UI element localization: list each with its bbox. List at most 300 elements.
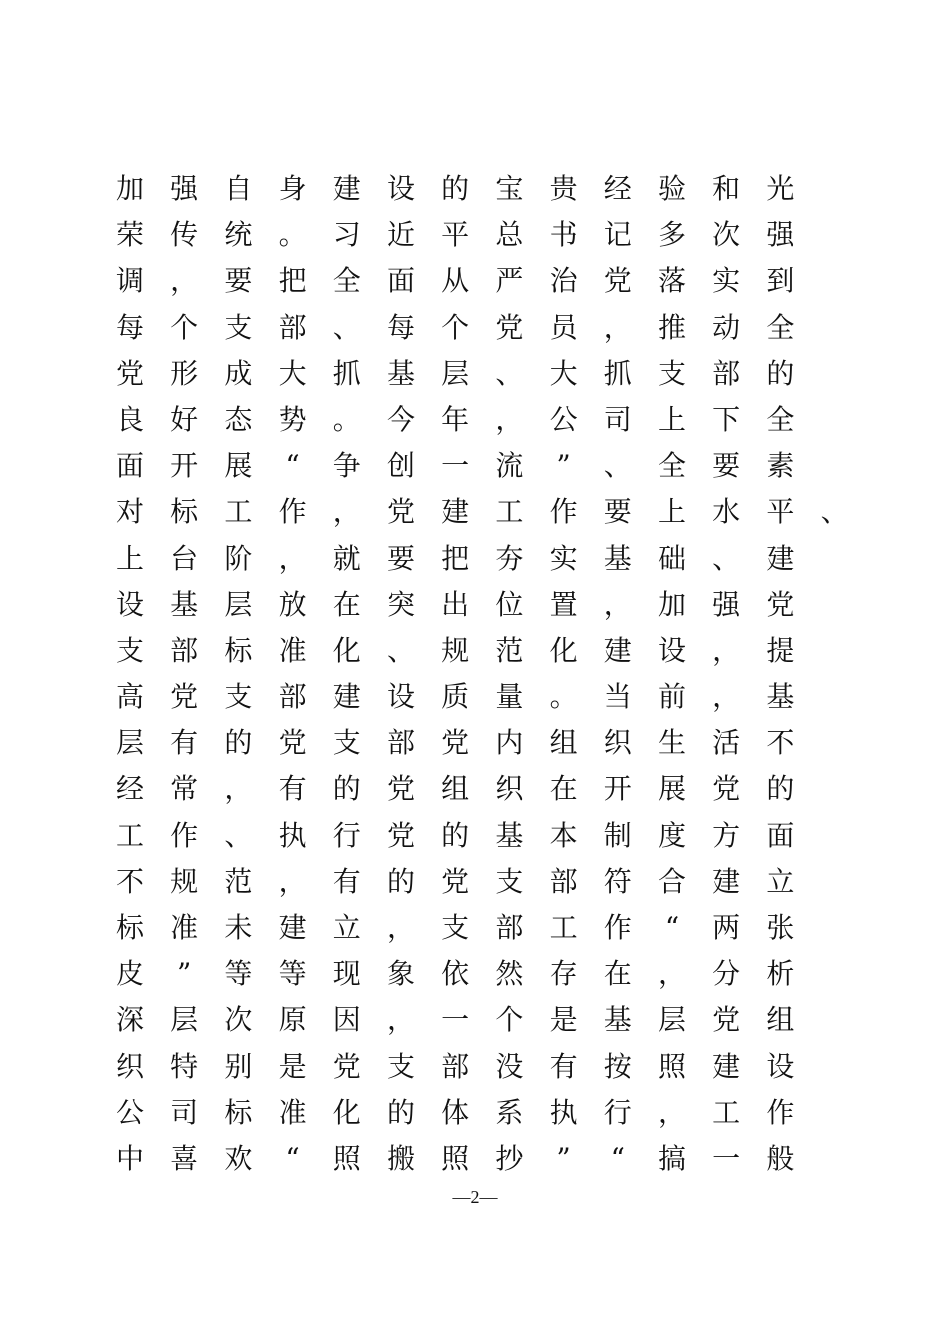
text-char: 支 <box>332 726 361 760</box>
text-char: 推 <box>657 310 686 344</box>
text-char: 常 <box>170 772 199 806</box>
text-char: 执 <box>549 1095 578 1129</box>
text-char: 位 <box>495 587 524 621</box>
text-line <box>110 489 870 535</box>
text-char: 标 <box>115 911 144 944</box>
text-char: ， <box>386 911 415 944</box>
text-char: 行 <box>332 818 361 852</box>
text-char: “ <box>664 911 680 944</box>
text-char: 准 <box>278 1095 307 1129</box>
text-char: 建 <box>712 1049 741 1083</box>
text-char: 有 <box>549 1049 578 1083</box>
text-char: 基 <box>603 1003 632 1037</box>
text-line <box>110 997 870 1043</box>
text-char: 建 <box>712 864 741 898</box>
text-line <box>110 766 870 812</box>
text-char: 量 <box>495 680 524 714</box>
text-char: 设 <box>766 1049 795 1083</box>
text-char: 欢 <box>224 1141 253 1175</box>
text-char: 部 <box>495 911 524 944</box>
text-char: 本 <box>549 818 578 852</box>
text-char: 势 <box>278 402 307 436</box>
text-char: 大 <box>549 356 578 390</box>
text-line <box>110 905 870 951</box>
text-char: 两 <box>712 911 741 944</box>
text-char: 喜 <box>170 1141 199 1175</box>
text-char: 部 <box>441 1049 470 1083</box>
text-char: 织 <box>495 772 524 806</box>
text-char: 支 <box>386 1049 415 1083</box>
text-char: 开 <box>603 772 632 806</box>
text-char: 工 <box>224 495 253 529</box>
text-char: 合 <box>657 864 686 898</box>
text-char: 开 <box>170 449 199 483</box>
text-char: 要 <box>224 264 253 298</box>
text-char: 工 <box>549 911 578 944</box>
text-char: 抄 <box>495 1141 524 1175</box>
text-char: 作 <box>278 495 307 529</box>
text-char: ， <box>712 680 741 714</box>
text-char: 不 <box>766 726 795 760</box>
text-char: 标 <box>170 495 199 529</box>
text-char: 部 <box>386 726 415 760</box>
text-char: 作 <box>603 911 632 944</box>
text-char: 层 <box>441 356 470 390</box>
text-char: 把 <box>441 541 470 575</box>
text-char: 要 <box>386 541 415 575</box>
text-char: ， <box>224 772 253 806</box>
text-char: 皮 <box>115 957 144 991</box>
text-char: 的 <box>441 172 470 205</box>
text-char: 准 <box>170 911 199 944</box>
text-char: 展 <box>224 449 253 483</box>
text-char: 标 <box>224 1095 253 1129</box>
body-text <box>110 166 870 1182</box>
text-char: 建 <box>332 680 361 714</box>
text-char: 深 <box>115 1003 144 1037</box>
text-line <box>110 1136 870 1182</box>
text-char: 、 <box>495 356 524 390</box>
text-char: ， <box>657 1095 686 1129</box>
text-char: 作 <box>170 818 199 852</box>
text-char: 未 <box>224 911 253 944</box>
text-char: 大 <box>278 356 307 390</box>
text-char: 部 <box>278 680 307 714</box>
text-char: 素 <box>766 449 795 483</box>
text-char: 从 <box>441 264 470 298</box>
text-char: 全 <box>766 402 795 436</box>
text-char: 支 <box>657 356 686 390</box>
text-char: 今 <box>386 402 415 436</box>
text-char: 公 <box>115 1095 144 1129</box>
text-line <box>110 397 870 443</box>
text-char: ， <box>278 541 307 575</box>
text-char: 一 <box>441 449 470 483</box>
text-char: 抓 <box>603 356 632 390</box>
text-char: 织 <box>115 1049 144 1083</box>
text-char: 和 <box>712 172 741 205</box>
text-char: 经 <box>115 772 144 806</box>
text-char: 党 <box>495 310 524 344</box>
text-char: 搬 <box>386 1141 415 1175</box>
text-char: 一 <box>441 1003 470 1037</box>
text-char: 抓 <box>332 356 361 390</box>
text-char: 工 <box>495 495 524 529</box>
text-char: 的 <box>386 864 415 898</box>
text-char: 。 <box>549 680 578 714</box>
text-char: 建 <box>441 495 470 529</box>
text-char: 层 <box>170 1003 199 1037</box>
text-char: 多 <box>657 218 686 252</box>
text-char: 党 <box>115 356 144 390</box>
text-char: 强 <box>712 587 741 621</box>
text-char: 是 <box>278 1049 307 1083</box>
text-char: 支 <box>224 310 253 344</box>
text-line <box>110 813 870 859</box>
text-char: 前 <box>657 680 686 714</box>
text-char: 下 <box>712 402 741 436</box>
text-char: ， <box>603 587 632 621</box>
text-char: 加 <box>115 172 144 205</box>
text-char: 高 <box>115 680 144 714</box>
text-char: 现 <box>332 957 361 991</box>
text-char: 建 <box>332 172 361 205</box>
text-char: 全 <box>657 449 686 483</box>
text-char: 突 <box>386 587 415 621</box>
text-char: 上 <box>115 541 144 575</box>
text-char: 的 <box>386 1095 415 1129</box>
text-line <box>110 258 870 304</box>
text-line <box>110 536 870 582</box>
text-char: 方 <box>712 818 741 852</box>
text-char: 部 <box>278 310 307 344</box>
text-char: 分 <box>712 957 741 991</box>
text-char: “ <box>610 1141 625 1175</box>
text-char: 层 <box>224 587 253 621</box>
text-char: ， <box>278 864 307 898</box>
text-char: 规 <box>170 864 199 898</box>
text-char: 别 <box>224 1049 253 1083</box>
text-char: 面 <box>115 449 144 483</box>
text-char: 党 <box>386 818 415 852</box>
text-char: ， <box>170 264 199 298</box>
text-line <box>110 951 870 997</box>
text-char: 宝 <box>495 172 524 205</box>
text-char: 党 <box>712 772 741 806</box>
text-line <box>110 628 870 674</box>
text-char: 公 <box>549 402 578 436</box>
text-char: 搞 <box>657 1141 686 1175</box>
text-char: 部 <box>170 633 199 667</box>
text-char: 实 <box>549 541 578 575</box>
text-char: 有 <box>278 772 307 806</box>
text-char: “ <box>285 449 300 483</box>
text-char: 按 <box>603 1049 632 1083</box>
text-char: 没 <box>495 1049 524 1083</box>
text-char: 基 <box>766 680 795 714</box>
text-char: 好 <box>170 402 199 436</box>
text-char: 身 <box>278 172 307 205</box>
text-line <box>110 351 870 397</box>
text-char: 实 <box>712 264 741 298</box>
text-char: 张 <box>766 911 795 944</box>
text-char: 不 <box>115 864 144 898</box>
text-char: 平 <box>441 218 470 252</box>
text-char: 平 <box>766 495 795 529</box>
text-char: 传 <box>170 218 199 252</box>
text-line <box>110 1090 870 1136</box>
text-char: 基 <box>495 818 524 852</box>
text-char: 基 <box>386 356 415 390</box>
text-char: 出 <box>441 587 470 621</box>
text-char: 强 <box>766 218 795 252</box>
text-char: 验 <box>657 172 686 205</box>
text-char: 统 <box>224 218 253 252</box>
text-char: 司 <box>170 1095 199 1129</box>
text-char: 质 <box>441 680 470 714</box>
text-char: 水 <box>712 495 741 529</box>
text-char: 次 <box>712 218 741 252</box>
text-char: ， <box>332 495 361 529</box>
text-char: 范 <box>224 864 253 898</box>
text-char: 部 <box>712 356 741 390</box>
text-char: 、 <box>224 818 253 852</box>
text-char: 度 <box>657 818 686 852</box>
text-char: 个 <box>441 310 470 344</box>
text-char: 形 <box>170 356 199 390</box>
text-char: 内 <box>495 726 524 760</box>
text-char: 要 <box>603 495 632 529</box>
text-char: 总 <box>495 218 524 252</box>
text-char: 、 <box>603 449 632 483</box>
text-char: 党 <box>766 587 795 621</box>
text-char: ， <box>386 1003 415 1037</box>
text-char: 作 <box>549 495 578 529</box>
text-char: 党 <box>278 726 307 760</box>
page-number: —2— <box>452 1187 498 1207</box>
text-char: 治 <box>549 264 578 298</box>
text-char: 贵 <box>549 172 578 205</box>
text-char: 照 <box>441 1141 470 1175</box>
text-char: 光 <box>766 172 795 205</box>
text-char: 因 <box>332 1003 361 1037</box>
text-char: 支 <box>441 911 470 944</box>
text-char: 次 <box>224 1003 253 1037</box>
text-char: 严 <box>495 264 524 298</box>
text-char: 符 <box>603 864 632 898</box>
text-char: 经 <box>603 172 632 205</box>
text-char: 司 <box>603 402 632 436</box>
text-line <box>110 674 870 720</box>
text-char: 基 <box>170 587 199 621</box>
text-char: 全 <box>766 310 795 344</box>
text-char: 行 <box>603 1095 632 1129</box>
text-char: 成 <box>224 356 253 390</box>
text-char: 建 <box>278 911 307 944</box>
text-char: 的 <box>766 356 795 390</box>
text-char: 活 <box>712 726 741 760</box>
text-char: 放 <box>278 587 307 621</box>
text-char: 党 <box>441 726 470 760</box>
text-char: 的 <box>224 726 253 760</box>
text-char: 良 <box>115 402 144 436</box>
text-char: 存 <box>549 957 578 991</box>
text-char: 设 <box>115 587 144 621</box>
text-char: 有 <box>170 726 199 760</box>
text-char: 、 <box>332 310 361 344</box>
text-char: 调 <box>115 264 144 298</box>
text-char: 范 <box>495 633 524 667</box>
text-char: 。 <box>332 402 361 436</box>
text-char: 展 <box>657 772 686 806</box>
text-char: 生 <box>657 726 686 760</box>
text-char: 中 <box>115 1141 144 1175</box>
text-char: 当 <box>603 680 632 714</box>
text-char: 到 <box>766 264 795 298</box>
text-char: 面 <box>386 264 415 298</box>
text-char: 是 <box>549 1003 578 1037</box>
text-char: 原 <box>278 1003 307 1037</box>
text-char: 的 <box>332 772 361 806</box>
text-char: 化 <box>332 1095 361 1129</box>
text-char: 特 <box>170 1049 199 1083</box>
text-char: 流 <box>495 449 524 483</box>
text-char: 夯 <box>495 541 524 575</box>
text-line <box>110 582 870 628</box>
text-char: 每 <box>386 310 415 344</box>
text-char: 个 <box>495 1003 524 1037</box>
text-line <box>110 212 870 258</box>
text-char: “ <box>285 1141 300 1175</box>
text-char: 近 <box>386 218 415 252</box>
text-char: 党 <box>386 772 415 806</box>
text-char: 加 <box>657 587 686 621</box>
text-char: 有 <box>332 864 361 898</box>
text-char: 、 <box>386 633 415 667</box>
text-char: 面 <box>766 818 795 852</box>
text-char: 组 <box>441 772 470 806</box>
text-char: 部 <box>549 864 578 898</box>
text-char: 态 <box>224 402 253 436</box>
text-char: 工 <box>712 1095 741 1129</box>
text-char: 党 <box>712 1003 741 1037</box>
text-char: 动 <box>712 310 741 344</box>
text-char: 体 <box>441 1095 470 1129</box>
text-char: 就 <box>332 541 361 575</box>
text-char: ， <box>657 957 686 991</box>
text-char: 上 <box>657 402 686 436</box>
text-char: 等 <box>278 957 307 991</box>
text-char: 制 <box>603 818 632 852</box>
text-char: 争 <box>332 449 361 483</box>
text-char: 层 <box>115 726 144 760</box>
text-char: 员 <box>549 310 578 344</box>
text-char: 落 <box>657 264 686 298</box>
text-line <box>110 859 870 905</box>
text-line <box>110 720 870 766</box>
text-char: 在 <box>332 587 361 621</box>
text-char: 设 <box>386 172 415 205</box>
text-char: ， <box>603 310 632 344</box>
text-char: 党 <box>386 495 415 529</box>
text-char: 强 <box>170 172 199 205</box>
text-char: 织 <box>603 726 632 760</box>
text-char: 等 <box>224 957 253 991</box>
text-char: 荣 <box>115 218 144 252</box>
text-char: 把 <box>278 264 307 298</box>
text-char: 的 <box>766 772 795 806</box>
text-char: 照 <box>657 1049 686 1083</box>
text-char: 建 <box>766 541 795 575</box>
text-char: 基 <box>603 541 632 575</box>
text-char: 个 <box>170 310 199 344</box>
text-char: 工 <box>115 818 144 852</box>
text-char: 般 <box>766 1141 795 1175</box>
text-char: 建 <box>603 633 632 667</box>
text-char: 党 <box>332 1049 361 1083</box>
text-char: 创 <box>386 449 415 483</box>
text-char: 、 <box>712 541 741 575</box>
text-char: 规 <box>441 633 470 667</box>
text-char: 习 <box>332 218 361 252</box>
text-char: 化 <box>332 633 361 667</box>
text-char: ” <box>556 449 571 483</box>
text-char: 执 <box>278 818 307 852</box>
text-char: 党 <box>441 864 470 898</box>
text-char: 全 <box>332 264 361 298</box>
text-char: 上 <box>657 495 686 529</box>
text-char: 设 <box>657 633 686 667</box>
text-char: 党 <box>170 680 199 714</box>
text-char: 每 <box>115 310 144 344</box>
text-char: 准 <box>278 633 307 667</box>
text-char: 依 <box>441 957 470 991</box>
text-char: 照 <box>332 1141 361 1175</box>
text-char: 组 <box>766 1003 795 1037</box>
text-char: 自 <box>224 172 253 205</box>
text-line <box>110 1044 870 1090</box>
text-char: 置 <box>549 587 578 621</box>
text-char: ， <box>712 633 741 667</box>
text-char: ” <box>177 957 192 991</box>
text-char: 提 <box>766 633 795 667</box>
text-line <box>110 305 870 351</box>
text-char: 组 <box>549 726 578 760</box>
text-char: 在 <box>549 772 578 806</box>
text-char: 标 <box>224 633 253 667</box>
text-char: 记 <box>603 218 632 252</box>
text-char: 象 <box>386 957 415 991</box>
text-char: 然 <box>495 957 524 991</box>
text-char: ” <box>556 1141 571 1175</box>
text-char: 。 <box>278 218 307 252</box>
text-char: 础 <box>657 541 686 575</box>
text-char: 、 <box>820 495 849 529</box>
text-char: 的 <box>441 818 470 852</box>
text-char: 台 <box>170 541 199 575</box>
text-char: 在 <box>603 957 632 991</box>
text-char: 阶 <box>224 541 253 575</box>
text-char: 要 <box>712 449 741 483</box>
text-line <box>110 443 870 489</box>
text-char: 立 <box>766 864 795 898</box>
text-char: 年 <box>441 402 470 436</box>
text-char: ， <box>495 402 524 436</box>
text-char: 一 <box>712 1141 741 1175</box>
text-char: 立 <box>332 911 361 944</box>
text-char: 支 <box>224 680 253 714</box>
text-char: 支 <box>115 633 144 667</box>
